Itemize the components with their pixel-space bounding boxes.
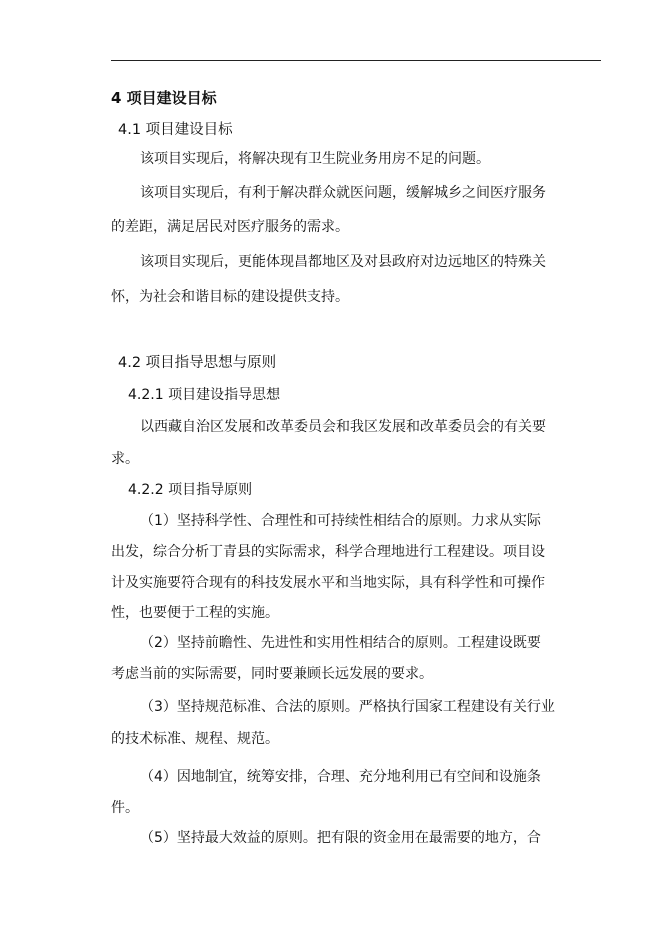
subsubsection-heading-4-2-1: 4.2.1 项目建设指导思想 [128, 387, 281, 403]
subsection-heading-4-2: 4.2 项目指导思想与原则 [118, 355, 277, 371]
paragraph-line: （2）坚持前瞻性、先进性和实用性相结合的原则。工程建设既要 [140, 635, 541, 651]
header-rule [111, 60, 601, 61]
paragraph-line: 该项目实现后，更能体现昌都地区及对县政府对边远地区的特殊关 [140, 254, 546, 270]
paragraph-line: 该项目实现后，有利于解决群众就医问题，缓解城乡之间医疗服务 [140, 185, 546, 201]
paragraph-line: 求。 [111, 451, 139, 467]
section-heading: 4 项目建设目标 [111, 89, 217, 107]
paragraph-line: 件。 [111, 800, 139, 816]
paragraph-line: 的技术标准、规程、规范。 [111, 731, 279, 747]
paragraph-line: 计及实施要符合现有的科技发展水平和当地实际，具有科学性和可操作 [111, 575, 545, 591]
paragraph-line: 性，也要便于工程的实施。 [111, 605, 279, 621]
paragraph-line: 考虑当前的实际需要，同时要兼顾长远发展的要求。 [111, 666, 433, 682]
paragraph-line: 该项目实现后，将解决现有卫生院业务用房不足的问题。 [140, 151, 490, 167]
paragraph-line: 以西藏自治区发展和改革委员会和我区发展和改革委员会的有关要 [140, 419, 546, 435]
paragraph-line: 的差距，满足居民对医疗服务的需求。 [111, 219, 349, 235]
subsection-heading-4-1: 4.1 项目建设目标 [118, 122, 233, 138]
paragraph-line: （5）坚持最大效益的原则。把有限的资金用在最需要的地方，合 [140, 830, 541, 846]
paragraph-line: （4）因地制宜，统筹安排，合理、充分地利用已有空间和设施条 [140, 769, 541, 785]
paragraph-line: 怀，为社会和谐目标的建设提供支持。 [111, 289, 349, 305]
paragraph-line: （3）坚持规范标准、合法的原则。严格执行国家工程建设有关行业 [140, 699, 555, 715]
paragraph-line: （1）坚持科学性、合理性和可持续性相结合的原则。力求从实际 [140, 513, 541, 529]
subsubsection-heading-4-2-2: 4.2.2 项目指导原则 [128, 482, 253, 498]
paragraph-line: 出发，综合分析丁青县的实际需求，科学合理地进行工程建设。项目设 [111, 544, 545, 560]
